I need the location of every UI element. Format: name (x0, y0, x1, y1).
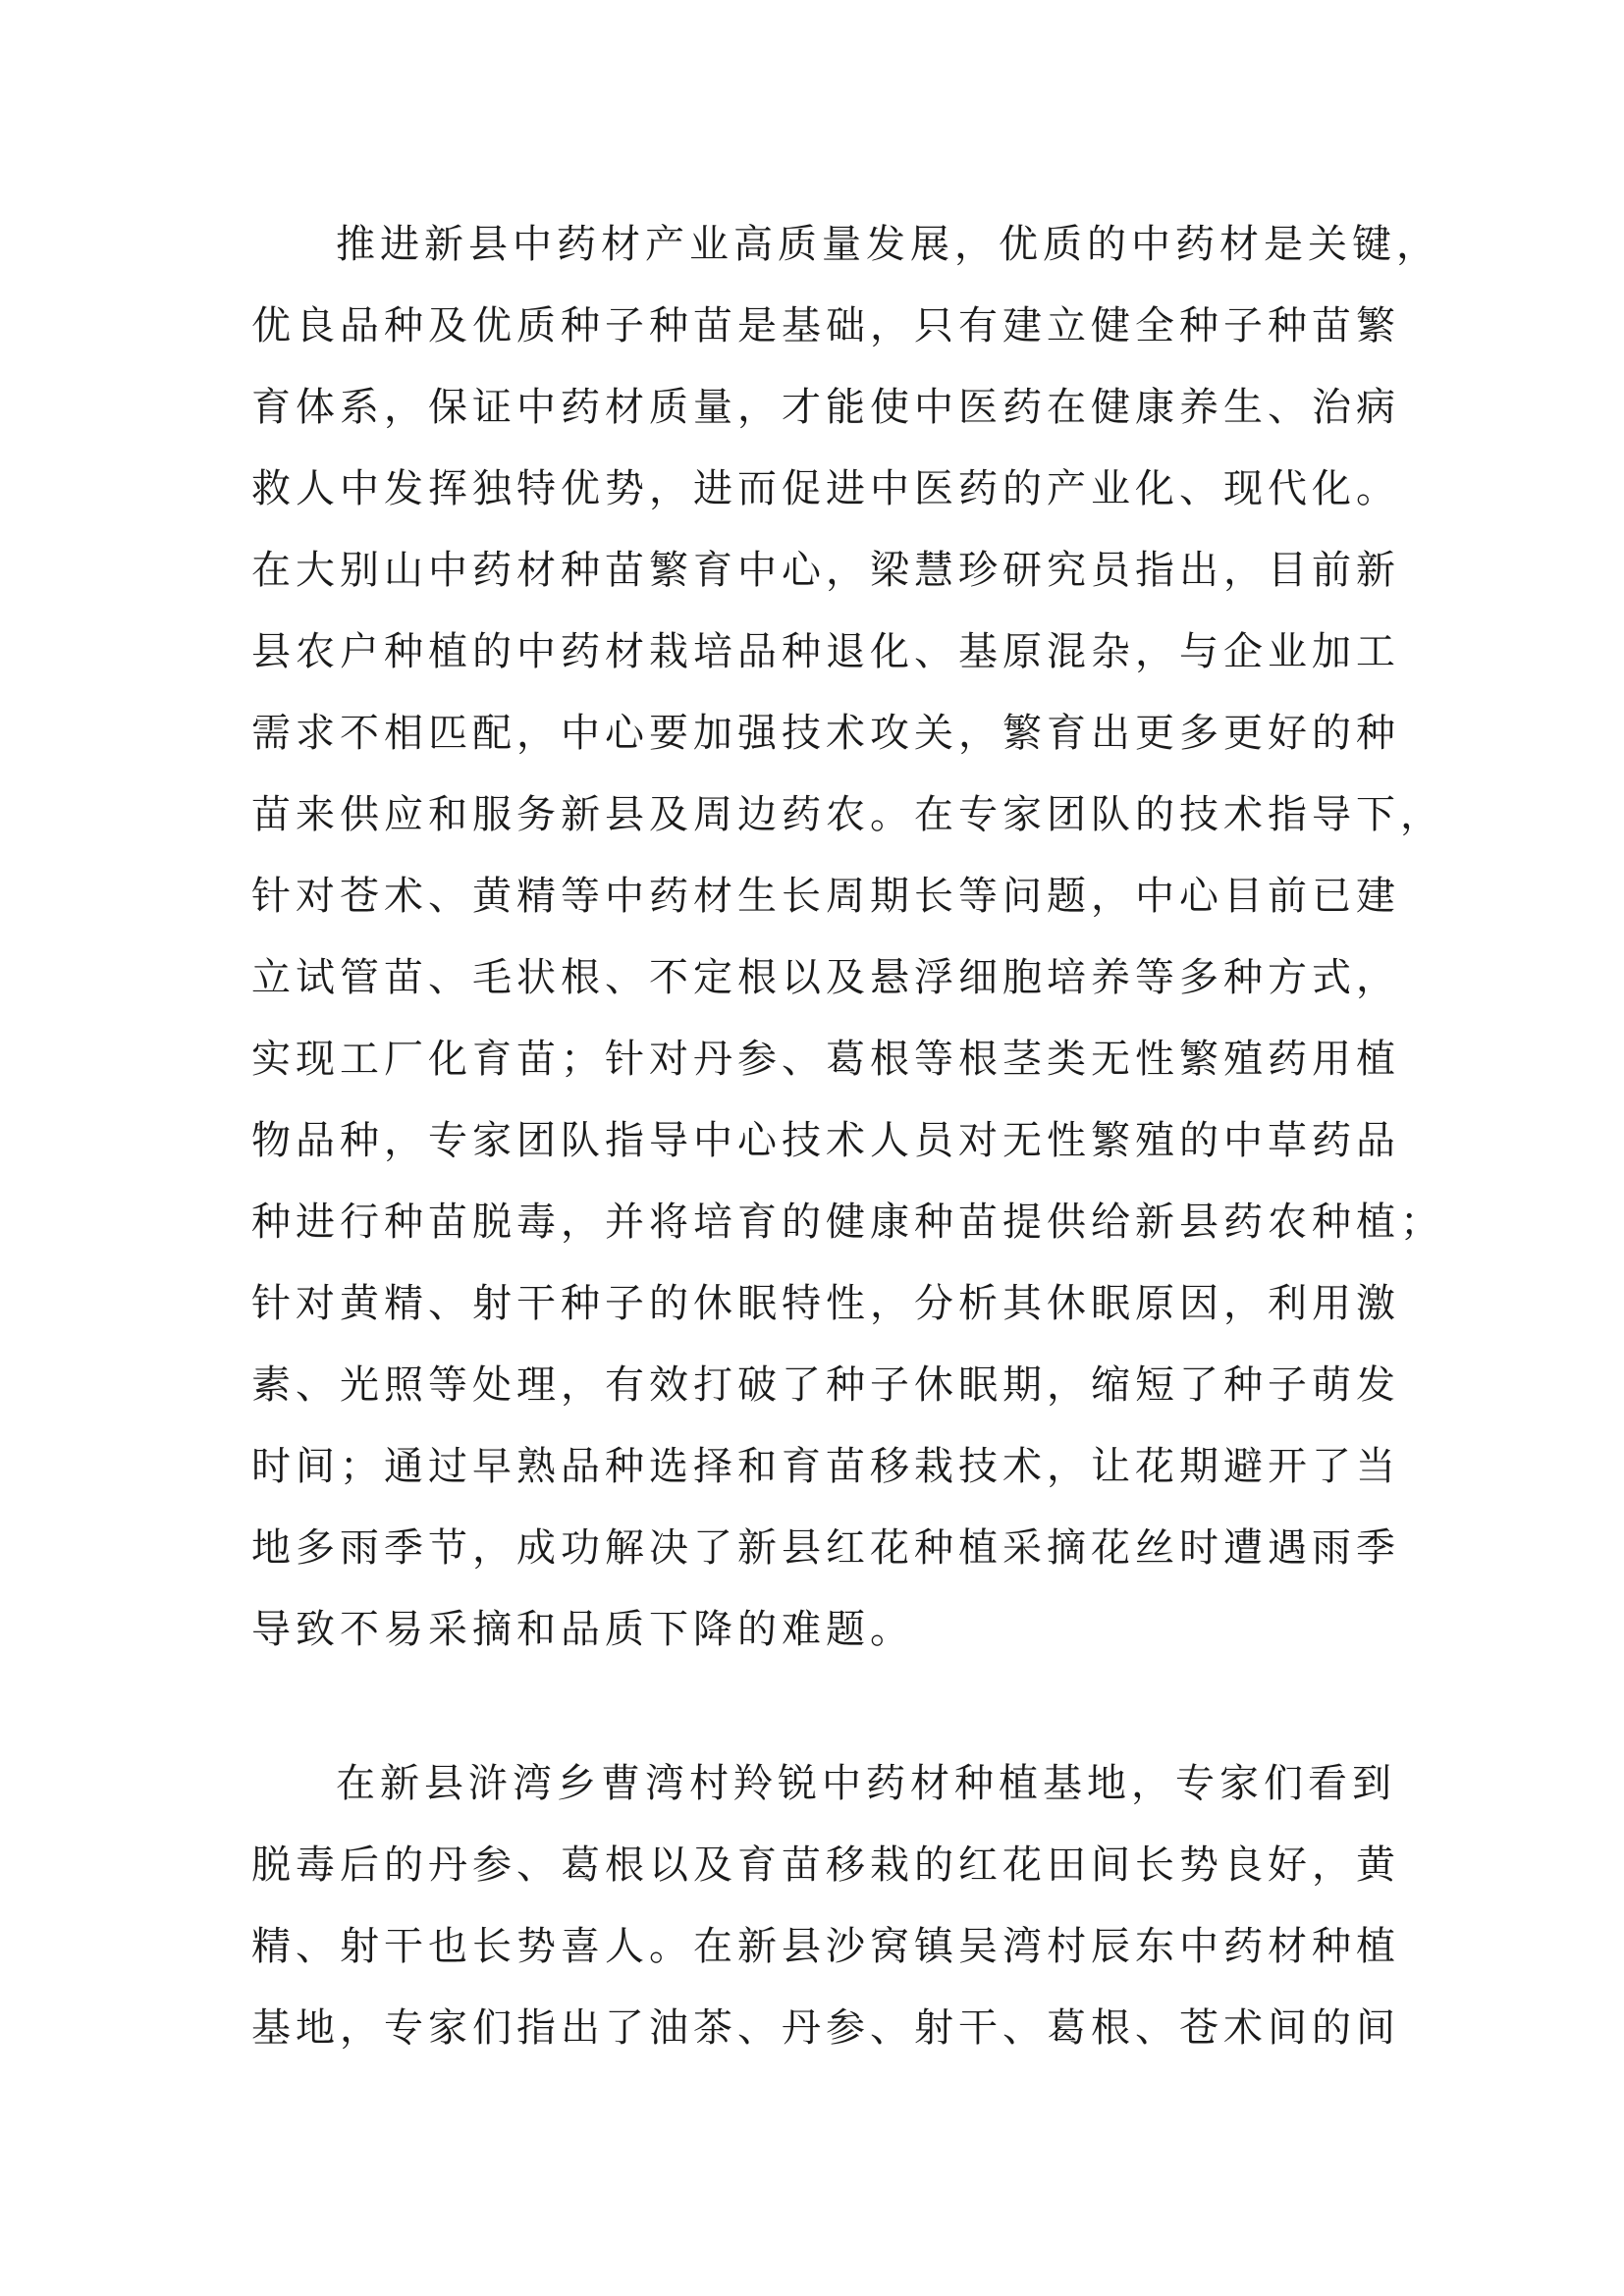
paragraph-line: 针对黄精、射干种子的休眠特性，分析其休眠原因，利用激 (251, 1281, 1400, 1326)
paragraph-line: 苗来供应和服务新县及周边药农。在专家团队的技术指导下， (251, 792, 1444, 837)
paragraph-line: 优良品种及优质种子种苗是基础，只有建立健全种子种苗繁 (251, 303, 1400, 348)
paragraph-line: 在大别山中药材种苗繁育中心，梁慧珍研究员指出，目前新 (251, 548, 1400, 593)
paragraph-line: 推进新县中药材产业高质量发展，优质的中药材是关键， (336, 222, 1440, 267)
paragraph-1 (251, 204, 1444, 1671)
paragraph-2 (251, 1743, 1400, 2069)
paragraph-line: 救人中发挥独特优势，进而促进中医药的产业化、现代化。 (251, 466, 1400, 511)
paragraph-line: 需求不相匹配，中心要加强技术攻关，繁育出更多更好的种 (251, 711, 1400, 756)
paragraph-line: 实现工厂化育苗；针对丹参、葛根等根茎类无性繁殖药用植 (251, 1037, 1400, 1082)
paragraph-line: 立试管苗、毛状根、不定根以及悬浮细胞培养等多种方式， (251, 955, 1400, 1000)
paragraph-line: 时间；通过早熟品种选择和育苗移栽技术，让花期避开了当 (251, 1444, 1400, 1489)
paragraph-line: 育体系，保证中药材质量，才能使中医药在健康养生、治病 (251, 385, 1400, 430)
paragraph-line: 导致不易采摘和品质下降的难题。 (251, 1607, 914, 1652)
paragraph-line: 脱毒后的丹参、葛根以及育苗移栽的红花田间长势良好，黄 (251, 1842, 1400, 1888)
paragraph-line: 基地，专家们指出了油茶、丹参、射干、葛根、苍术间的间 (251, 2005, 1400, 2051)
paragraph-line: 在新县浒湾乡曹湾村羚锐中药材种植基地，专家们看到 (336, 1761, 1396, 1806)
paragraph-line: 种进行种苗脱毒，并将培育的健康种苗提供给新县药农种植； (251, 1200, 1444, 1245)
paragraph-line: 物品种，专家团队指导中心技术人员对无性繁殖的中草药品 (251, 1118, 1400, 1163)
paragraph-line: 素、光照等处理，有效打破了种子休眠期，缩短了种子萌发 (251, 1362, 1400, 1408)
paragraph-line: 针对苍术、黄精等中药材生长周期长等问题，中心目前已建 (251, 874, 1400, 919)
paragraph-line: 县农户种植的中药材栽培品种退化、基原混杂，与企业加工 (251, 629, 1400, 674)
paragraph-line: 精、射干也长势喜人。在新县沙窝镇吴湾村辰东中药材种植 (251, 1924, 1400, 1969)
paragraph-line: 地多雨季节，成功解决了新县红花种植采摘花丝时遭遇雨季 (251, 1525, 1400, 1571)
